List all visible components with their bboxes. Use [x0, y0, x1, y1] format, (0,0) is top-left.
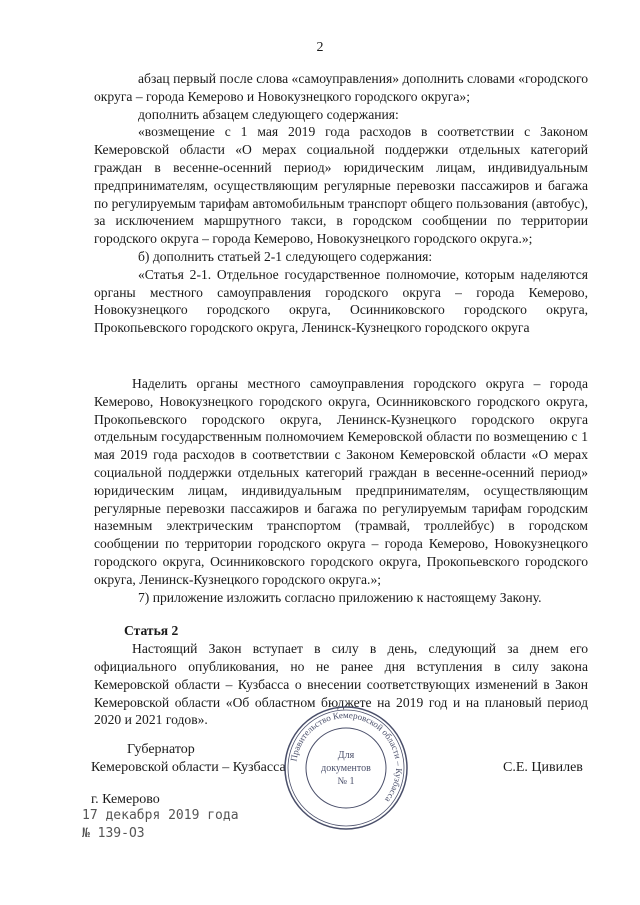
city: г. Кемерово [91, 792, 160, 807]
paragraph-article-2-1: «Статья 2-1. Отдельное государственное полномочие, которым наделяются органы местного самоуправления городского округа – города Кемерово, Новокузнецкого городского округа, Осинниковского городского округа, Прокопьевского городского округа, Ленинск-Кузнецкого городского округа [94, 266, 588, 336]
blank-gap [94, 337, 588, 375]
date-stamp: 17 декабря 2019 года [82, 808, 239, 823]
official-seal-icon [282, 704, 410, 832]
paragraph-add-article: б) дополнить статьей 2-1 следующего содержания: [138, 248, 433, 264]
seal-center-line-3: № 1 [337, 776, 355, 787]
page-number: 2 [316, 40, 324, 55]
article-2-heading: Статья 2 [124, 623, 179, 639]
law-number-stamp: № 139-ОЗ [82, 826, 145, 841]
seal-center-line-2: документов [321, 763, 371, 774]
paragraph-appendix: 7) приложение изложить согласно приложению к настоящему Закону. [138, 589, 542, 605]
paragraph-reimbursement: «возмещение с 1 мая 2019 года расходов в соответствии с Законом Кемеровской области «О мерах социальной поддержки отдельных категорий граждан в весенне-осенний период» юридическим лицам, индивидуальным предпринимателям, осуществляющим регулярные перевозки пассажиров и багажа по регулируемым тарифам автомобильным транспорт общего пользования (автобус), за исключением маршрутного такси, в городском сообщении по территории городского округа – города Кемерово, Новокузнецкого городского округа.»; [94, 124, 588, 247]
document-body [94, 70, 588, 729]
signatory-name: С.Е. Цивилев [503, 760, 583, 775]
article-2-text: Настоящий Закон вступает в силу в день, следующий за днем его официального опубликования, но не ранее дня вступления в силу закона Кемеровской области – Кузбасса о внесении соответствующих изменений в Закон Кемеровской области «Об областном бюджете на 2019 год и на плановый период 2020 и 2021 годов». [94, 641, 588, 728]
paragraph-amend-first: абзац первый после слова «самоуправления» дополнить словами «городского округа – города Кемерово и Новокузнецкого городского округа»; [94, 71, 588, 104]
signatory-title: Губернатор [127, 742, 195, 757]
paragraph-delegation: Наделить органы местного самоуправления городского округа – города Кемерово, Новокузнецкого городского округа, Осинниковского городского округа, Прокопьевского городского округа, Ленинск-Кузнецкого городского округа отдельным государственным полномочием Кемеровской области по возмещению с 1 мая 2019 года расходов в соответствии с Законом Кемеровской области «О мерах социальной поддержки отдельных категорий граждан в весенне-осенний период» юридическим лицам, индивидуальным предпринимателям, осуществляющим регулярные перевозки пассажиров и багажа по регулируемым тарифам городским наземным электрическим транспортом (трамвай, троллейбус) в городском сообщении по территории городского округа – города Кемерово, Новокузнецкого городского округа, Осинниковского городского округа, Прокопьевского городского округа, Ленинск-Кузнецкого городского округа.»; [94, 375, 588, 587]
signatory-organization: Кемеровской области – Кузбасса [91, 760, 286, 775]
seal-ring-text: Правительство Кемеровской области – Кузбасса [288, 709, 405, 805]
paragraph-add-clause: дополнить абзацем следующего содержания: [138, 106, 399, 122]
seal-center-line-1: Для [337, 750, 355, 761]
